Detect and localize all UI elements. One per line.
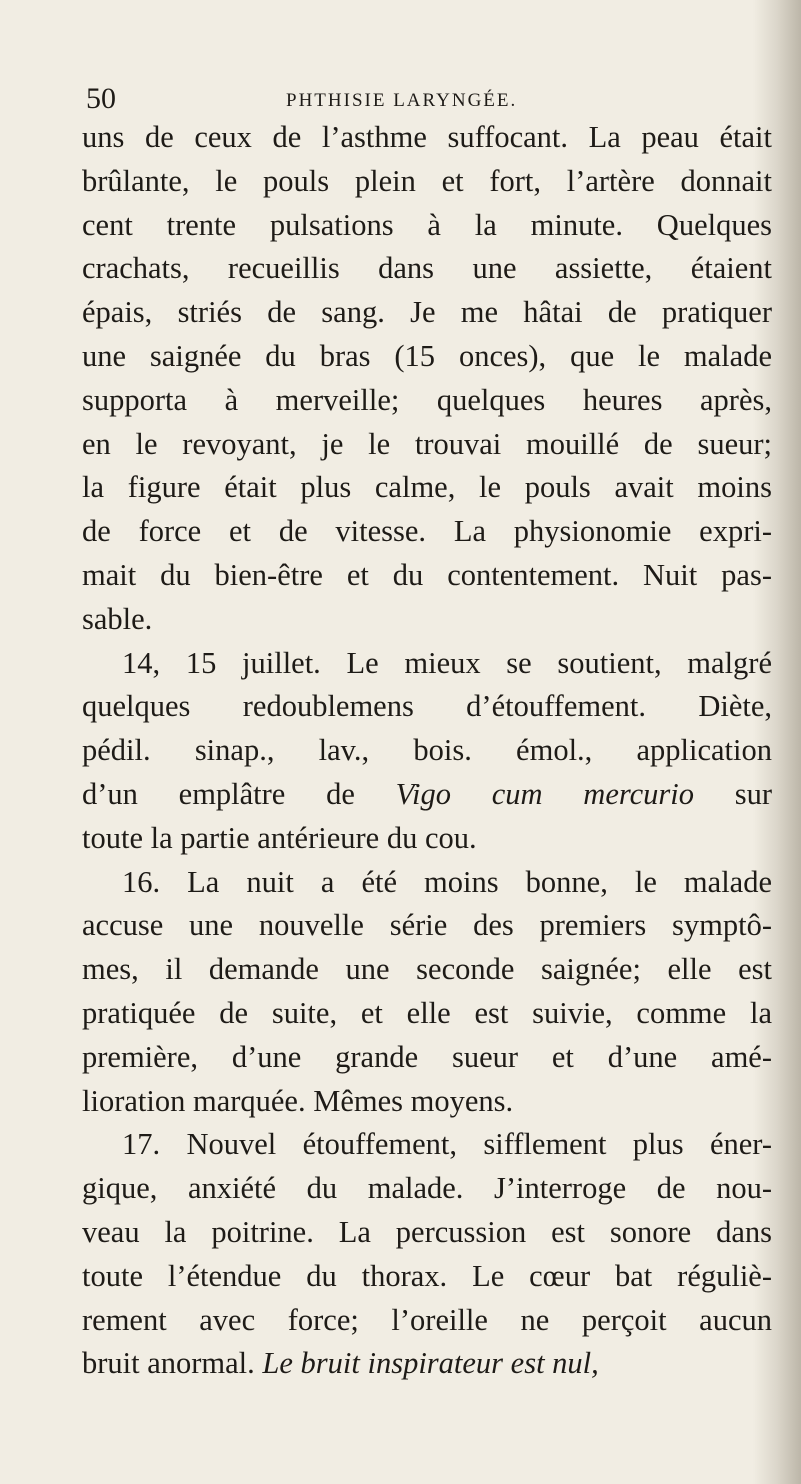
body-text xyxy=(82,116,772,1386)
text-line: sable. xyxy=(82,601,153,636)
italic-fragment: Vigo cum mercurio xyxy=(395,776,694,811)
text-fragment: d’un emplâtre de xyxy=(82,776,355,811)
text-line: 16. La nuit a été moins bonne, le malade xyxy=(122,864,772,899)
page-number: 50 xyxy=(86,82,116,115)
text-fragment: bruit anormal. xyxy=(82,1346,255,1381)
text-line: crachats, recueillis dans une assiette, étaient xyxy=(82,251,772,286)
running-title: PHTHISIE LARYNGÉE. xyxy=(286,90,518,111)
text-line: accuse une nouvelle série des premiers symptô- xyxy=(82,908,772,943)
italic-fragment: Le bruit inspirateur est nul, xyxy=(262,1346,599,1381)
text-line: supporta à merveille; quelques heures après, xyxy=(82,382,772,417)
text-line: gique, anxiété du malade. J’interroge de nou- xyxy=(82,1171,772,1206)
text-line: veau la poitrine. La percussion est sonore dans xyxy=(82,1214,772,1249)
text-line: lioration marquée. Mêmes moyens. xyxy=(82,1083,514,1118)
text-line: une saignée du bras (15 onces), que le malade xyxy=(82,338,772,373)
text-line: uns de ceux de l’asthme suffocant. La peau était xyxy=(82,120,772,154)
text-line: première, d’une grande sueur et d’une amé- xyxy=(82,1039,772,1074)
text-line: cent trente pulsations à la minute. Quelques xyxy=(82,207,772,242)
text-line: 14, 15 juillet. Le mieux se soutient, malgré xyxy=(122,645,772,680)
text-line: toute l’étendue du thorax. Le cœur bat réguliè- xyxy=(82,1258,772,1293)
text-line: 17. Nouvel étouffement, sifflement plus éner- xyxy=(122,1127,772,1162)
text-line: épais, striés de sang. Je me hâtai de pratiquer xyxy=(82,295,772,330)
text-line: en le revoyant, je le trouvai mouillé de sueur; xyxy=(82,426,772,461)
text-line: mait du bien-être et du contentement. Nuit pas- xyxy=(82,557,772,592)
text-line: toute la partie antérieure du cou. xyxy=(82,820,477,855)
text-line-mixed xyxy=(82,1342,772,1386)
text-line: la figure était plus calme, le pouls avait moins xyxy=(82,470,772,505)
text-line: quelques redoublemens d’étouffement. Diète, xyxy=(82,689,772,724)
text-line: rement avec force; l’oreille ne perçoit aucun xyxy=(82,1302,772,1337)
text-fragment: sur xyxy=(734,776,773,811)
text-line: pédil. sinap., lav., bois. émol., application xyxy=(82,733,772,768)
text-line: mes, il demande une seconde saignée; elle est xyxy=(82,952,772,987)
text-line-mixed xyxy=(82,773,772,817)
text-line: brûlante, le pouls plein et fort, l’artère donnait xyxy=(82,163,772,198)
text-line: de force et de vitesse. La physionomie expri- xyxy=(82,514,772,549)
text-line: pratiquée de suite, et elle est suivie, comme la xyxy=(82,995,772,1030)
